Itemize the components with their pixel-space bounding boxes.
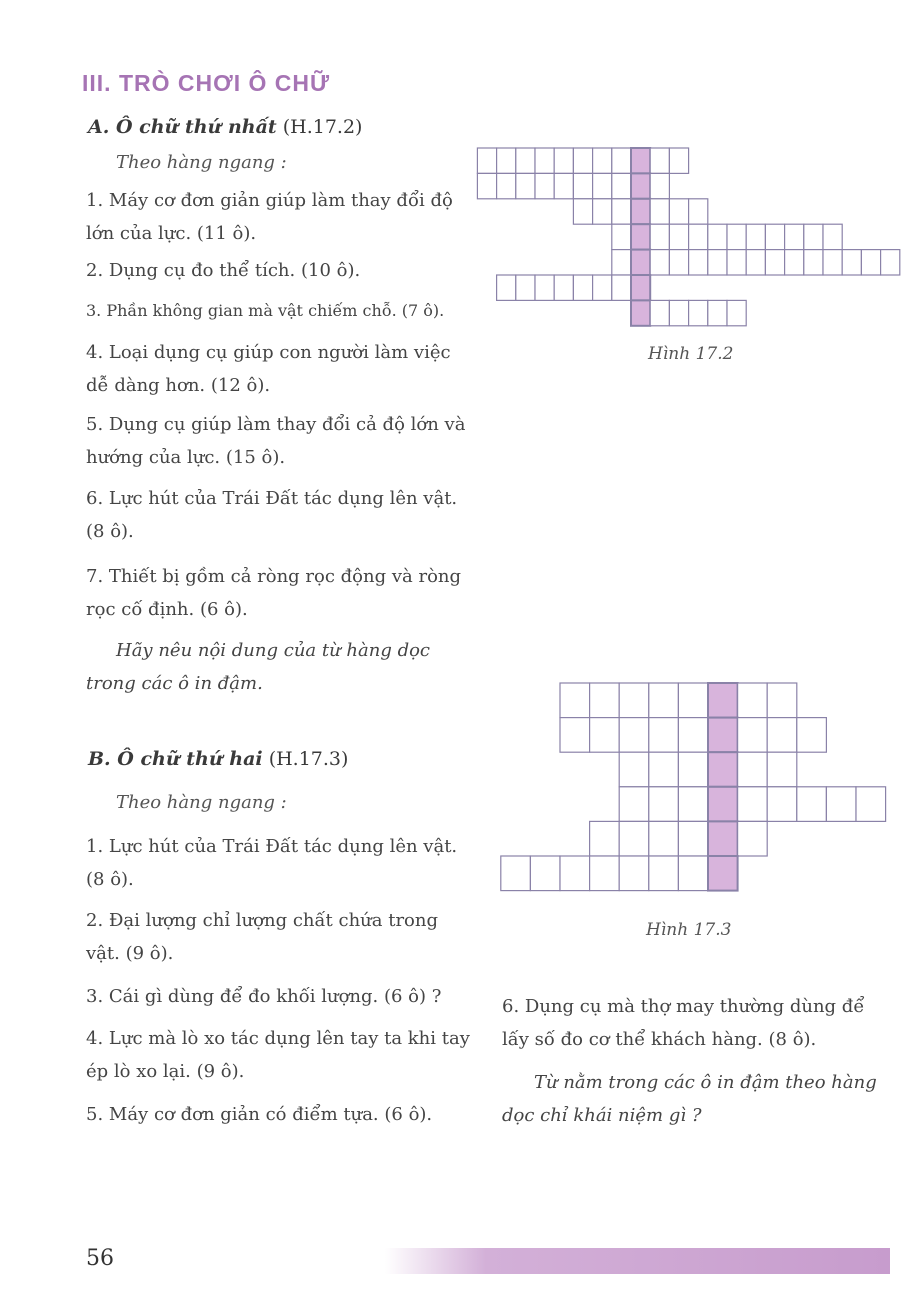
grid-cell — [612, 275, 631, 300]
grid-cell — [619, 683, 649, 718]
puzzle-a-clue-7: 7. Thiết bị gồm cả ròng rọc động và ròng rọc cố định. (6 ô). — [86, 566, 462, 620]
grid-cell — [649, 718, 679, 753]
grid-cell — [797, 718, 827, 753]
grid-cell — [593, 148, 612, 173]
grid-cell — [516, 275, 535, 300]
grid-cell — [612, 148, 631, 173]
grid-cell — [554, 173, 573, 198]
puzzle-a-clue-2: 2. Dụng cụ đo thể tích. (10 ô). — [86, 260, 361, 281]
grid-cell — [767, 718, 797, 753]
highlight-cell — [708, 856, 738, 891]
grid-cell — [727, 300, 746, 325]
grid-cell — [619, 752, 649, 787]
grid-cell — [554, 148, 573, 173]
grid-cell — [738, 718, 768, 753]
grid-cell — [590, 718, 620, 753]
grid-cell — [738, 787, 768, 822]
grid-cell — [590, 821, 620, 856]
grid-cell — [767, 683, 797, 718]
grid-cell — [823, 250, 842, 275]
grid-cell — [573, 275, 592, 300]
grid-cell — [708, 300, 727, 325]
grid-cell — [649, 683, 679, 718]
puzzle-b-question: Từ nằm trong các ô in đậm theo hàng dọc chỉ khái niệm gì ? — [502, 1072, 877, 1126]
puzzle-b-clue-3: 3. Cái gì dùng để đo khối lượng. (6 ô) ? — [86, 986, 442, 1007]
grid-cell — [530, 856, 560, 891]
puzzle-a-clue-3: 3. Phần không gian mà vật chiếm chỗ. (7 ô). — [86, 301, 445, 320]
grid-cell — [535, 275, 554, 300]
puzzle-a-heading — [88, 116, 362, 138]
grid-cell — [804, 224, 823, 249]
grid-cell — [678, 856, 708, 891]
highlight-cell — [708, 787, 738, 822]
grid-cell — [678, 821, 708, 856]
grid-cell — [649, 821, 679, 856]
grid-cell — [669, 300, 688, 325]
grid-cell — [535, 148, 554, 173]
grid-cell — [767, 787, 797, 822]
grid-cell — [573, 199, 592, 224]
grid-cell — [727, 250, 746, 275]
grid-cell — [590, 683, 620, 718]
highlight-cell — [631, 250, 650, 275]
puzzle-b-clue-6: 6. Dụng cụ mà thợ may thường dùng để lấy số đo cơ thể khách hàng. (8 ô). — [502, 996, 865, 1050]
grid-cell — [593, 173, 612, 198]
highlight-cell — [631, 224, 650, 249]
puzzle-a-heading-title: A. Ô chữ thứ nhất — [88, 116, 277, 138]
grid-cell — [477, 148, 496, 173]
highlight-cell — [631, 300, 650, 325]
figure-caption-a: Hình 17.2 — [648, 344, 734, 364]
grid-cell — [727, 224, 746, 249]
grid-cell — [650, 173, 669, 198]
grid-cell — [650, 250, 669, 275]
grid-cell — [650, 199, 669, 224]
grid-cell — [826, 787, 856, 822]
grid-cell — [649, 856, 679, 891]
grid-cell — [554, 275, 573, 300]
grid-cell — [649, 787, 679, 822]
puzzle-a-clue-6: 6. Lực hút của Trái Đất tác dụng lên vật. (8 ô). — [86, 488, 458, 542]
grid-cell — [497, 275, 516, 300]
grid-cell — [560, 718, 590, 753]
grid-cell — [708, 224, 727, 249]
grid-cell — [669, 199, 688, 224]
crossword-grid-a — [495, 148, 895, 328]
section-title: III. TRÒ CHƠI Ô CHỮ — [82, 70, 331, 96]
puzzle-a-direction-label: Theo hàng ngang : — [116, 152, 287, 173]
puzzle-a-question: Hãy nêu nội dung của từ hàng dọc trong các ô in đậm. — [86, 640, 431, 694]
puzzle-a-clue-5: 5. Dụng cụ giúp làm thay đổi cả độ lớn và hướng của lực. (15 ô). — [86, 414, 466, 468]
grid-cell — [881, 250, 900, 275]
highlight-cell — [631, 199, 650, 224]
grid-cell — [669, 148, 688, 173]
grid-cell — [678, 752, 708, 787]
highlight-cell — [708, 821, 738, 856]
puzzle-a-clue-4: 4. Loại dụng cụ giúp con người làm việc dễ dàng hơn. (12 ô). — [86, 342, 451, 396]
crossword-grid-b — [501, 683, 901, 898]
grid-cell — [650, 300, 669, 325]
grid-cell — [619, 821, 649, 856]
grid-cell — [593, 275, 612, 300]
grid-cell — [573, 148, 592, 173]
grid-cell — [804, 250, 823, 275]
grid-cell — [842, 250, 861, 275]
grid-cell — [767, 752, 797, 787]
puzzle-a-heading-ref: (H.17.2) — [282, 116, 363, 138]
grid-cell — [501, 856, 531, 891]
grid-cell — [765, 250, 784, 275]
grid-cell — [738, 821, 768, 856]
page-number: 56 — [86, 1246, 114, 1271]
grid-cell — [746, 224, 765, 249]
footer-decoration-bar — [385, 1248, 890, 1274]
grid-cell — [738, 683, 768, 718]
grid-cell — [678, 718, 708, 753]
grid-cell — [477, 173, 496, 198]
grid-cell — [823, 224, 842, 249]
puzzle-b-clue-2: 2. Đại lượng chỉ lượng chất chứa trong vật. (9 ô). — [86, 910, 439, 964]
grid-cell — [678, 683, 708, 718]
grid-cell — [689, 300, 708, 325]
grid-cell — [560, 683, 590, 718]
grid-cell — [573, 173, 592, 198]
grid-cell — [612, 173, 631, 198]
grid-cell — [612, 250, 631, 275]
grid-cell — [612, 224, 631, 249]
highlight-cell — [631, 148, 650, 173]
figure-caption-b: Hình 17.3 — [646, 920, 732, 940]
grid-cell — [669, 224, 688, 249]
grid-cell — [797, 787, 827, 822]
highlight-cell — [631, 275, 650, 300]
grid-cell — [678, 787, 708, 822]
highlight-cell — [708, 683, 738, 718]
puzzle-b-heading-ref: (H.17.3) — [268, 748, 349, 770]
grid-cell — [669, 250, 688, 275]
grid-cell — [535, 173, 554, 198]
grid-cell — [689, 250, 708, 275]
grid-cell — [708, 250, 727, 275]
grid-cell — [689, 199, 708, 224]
puzzle-b-clue-4: 4. Lực mà lò xo tác dụng lên tay ta khi tay ép lò xo lại. (9 ô). — [86, 1028, 470, 1082]
grid-cell — [612, 199, 631, 224]
grid-cell — [650, 224, 669, 249]
grid-cell — [785, 224, 804, 249]
grid-cell — [497, 148, 516, 173]
puzzle-b-clue-5: 5. Máy cơ đơn giản có điểm tựa. (6 ô). — [86, 1104, 433, 1125]
grid-cell — [497, 173, 516, 198]
highlight-cell — [631, 173, 650, 198]
grid-cell — [861, 250, 880, 275]
grid-cell — [560, 856, 590, 891]
grid-cell — [650, 148, 669, 173]
grid-cell — [516, 148, 535, 173]
grid-cell — [765, 224, 784, 249]
puzzle-a-clue-1: 1. Máy cơ đơn giản giúp làm thay đổi độ lớn của lực. (11 ô). — [86, 190, 453, 244]
grid-cell — [746, 250, 765, 275]
highlight-cell — [708, 752, 738, 787]
grid-cell — [590, 856, 620, 891]
highlight-cell — [708, 718, 738, 753]
grid-cell — [738, 752, 768, 787]
grid-cell — [619, 718, 649, 753]
grid-cell — [619, 856, 649, 891]
grid-cell — [785, 250, 804, 275]
grid-cell — [619, 787, 649, 822]
grid-cell — [689, 224, 708, 249]
grid-cell — [649, 752, 679, 787]
grid-cell — [593, 199, 612, 224]
puzzle-b-direction-label: Theo hàng ngang : — [116, 792, 287, 813]
grid-cell — [856, 787, 886, 822]
puzzle-b-heading-title: B. Ô chữ thứ hai — [88, 748, 263, 770]
puzzle-b-heading — [88, 748, 348, 770]
grid-cell — [516, 173, 535, 198]
puzzle-b-clue-1: 1. Lực hút của Trái Đất tác dụng lên vật. (8 ô). — [86, 836, 458, 890]
